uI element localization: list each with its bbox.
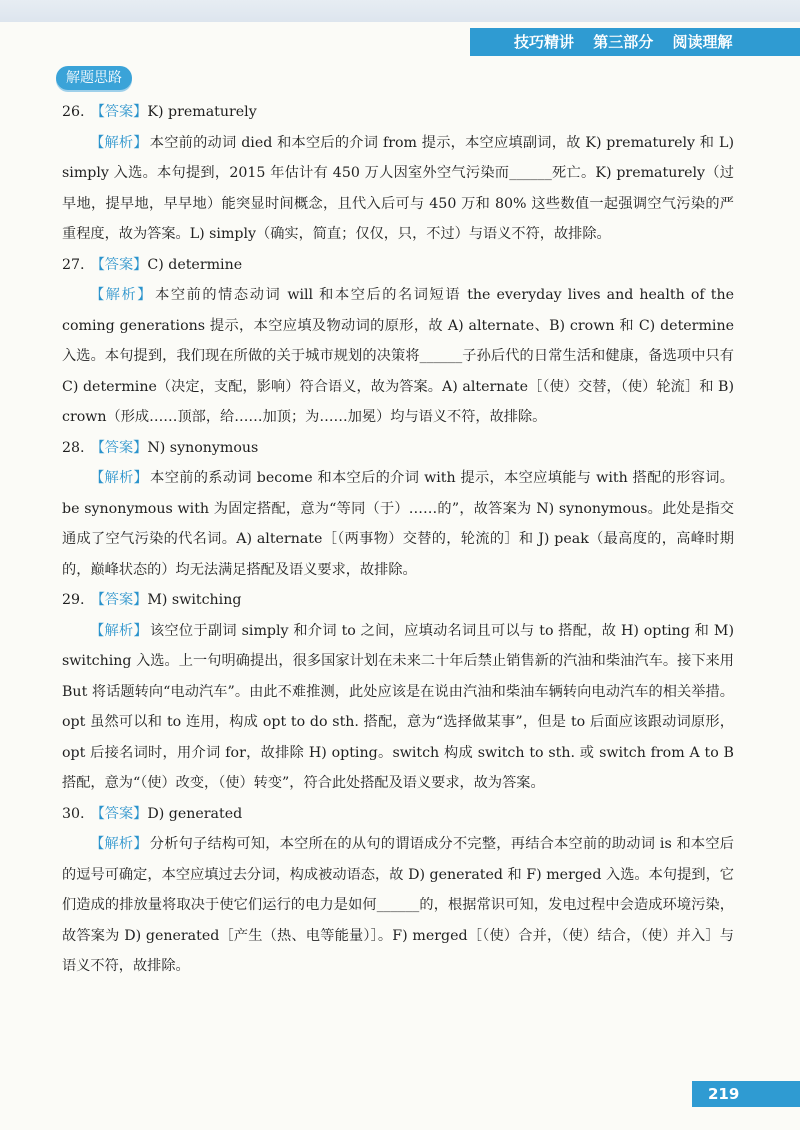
analysis-paragraph bbox=[62, 829, 734, 982]
answer-text: K) prematurely bbox=[147, 104, 257, 120]
answer-tag: 【答案】 bbox=[90, 439, 148, 456]
answer-line bbox=[62, 250, 734, 281]
answer-tag: 【答案】 bbox=[90, 805, 148, 822]
answer-line bbox=[62, 799, 734, 830]
analysis-paragraph bbox=[62, 128, 734, 250]
analysis-paragraph bbox=[62, 280, 734, 433]
question-number: 28. bbox=[62, 439, 85, 456]
header-part: 第三部分 bbox=[593, 33, 654, 51]
analysis-tag: 【解析】 bbox=[90, 622, 148, 639]
analysis-tag: 【解析】 bbox=[90, 134, 148, 151]
running-header bbox=[470, 28, 800, 56]
analysis-tag: 【解析】 bbox=[90, 287, 154, 303]
question-number: 29. bbox=[62, 592, 85, 608]
answer-text: N) synonymous bbox=[147, 439, 259, 456]
question-number: 30. bbox=[62, 805, 85, 822]
question-number: 26. bbox=[62, 104, 85, 120]
answer-tag: 【答案】 bbox=[90, 104, 148, 120]
analysis-text: 本空前的动词 died 和本空后的介词 from 提示，本空应填副词，故 K) prematurely 和 L) simply 入选。本句提到，2015 年估计有 450 万人因室外空气污染而______死亡。K) prematurely（过早地，提早地，早早地）能突显时间概念，且代入后可与 450 万和 80% 这些数值一起强调空气污染的严重程度，故为答案。L) simply（确实，简直；仅仅，只，不过）与语义不符，故排除。 bbox=[62, 134, 734, 242]
answer-explanations bbox=[62, 97, 734, 982]
solution-approach-badge: 解题思路 bbox=[56, 66, 132, 90]
explanation-item-30 bbox=[62, 799, 734, 982]
analysis-tag: 【解析】 bbox=[90, 836, 148, 852]
page-number: 219 bbox=[692, 1081, 800, 1107]
explanation-item-28 bbox=[62, 433, 734, 586]
header-title: 阅读理解 bbox=[672, 33, 733, 51]
answer-text: M) switching bbox=[147, 592, 242, 608]
analysis-text: 本空前的情态动词 will 和本空后的名词短语 the everyday lives and health of the coming generations 提示，本空应填及物动词的原形，故 A) alternate、B) crown 和 C) determine 入选。本句提到，我们现在所做的关于城市规划的决策将______子孙后代的日常生活和健康，备选项中只有 C) determine（决定，支配，影响）符合语义，故为答案。A) alternate［（使）交替，（使）轮流］和 B) crown（形成……顶部，给……加顶；为……加冕）均与语义不符，故排除。 bbox=[62, 287, 734, 425]
answer-tag: 【答案】 bbox=[90, 256, 148, 273]
answer-tag: 【答案】 bbox=[90, 592, 148, 608]
analysis-paragraph bbox=[62, 463, 734, 585]
question-number: 27. bbox=[62, 256, 85, 273]
explanation-item-26 bbox=[62, 97, 734, 250]
analysis-paragraph bbox=[62, 616, 734, 799]
analysis-tag: 【解析】 bbox=[90, 470, 149, 486]
answer-text: C) determine bbox=[147, 256, 243, 273]
answer-line bbox=[62, 97, 734, 128]
top-decorative-stripe bbox=[0, 0, 800, 22]
explanation-item-27 bbox=[62, 250, 734, 433]
analysis-text: 本空前的系动词 become 和本空后的介词 with 提示，本空应填能与 with 搭配的形容词。be synonymous with 为固定搭配，意为“等同（于）……的”，故答案为 N) synonymous。此处是指交通成了空气污染的代名词。A) alternate［（两事物）交替的，轮流的］和 J) peak（最高度的，高峰时期的，巅峰状态的）均无法满足搭配及语义要求，故排除。 bbox=[62, 470, 734, 578]
header-section: 技巧精讲 bbox=[514, 33, 575, 51]
answer-text: D) generated bbox=[147, 805, 243, 822]
explanation-item-29 bbox=[62, 585, 734, 799]
answer-line bbox=[62, 433, 734, 464]
analysis-text: 该空位于副词 simply 和介词 to 之间，应填动名词且可以与 to 搭配，故 H) opting 和 M) switching 入选。上一句明确提出，很多国家计划在未来二十年后禁止销售新的汽油和柴油汽车。接下来用 But 将话题转向“电动汽车”。由此不难推测，此处应该是在说由汽油和柴油车辆转向电动汽车的相关举措。opt 虽然可以和 to 连用，构成 opt to do sth. 搭配，意为“选择做某事”，但是 to 后面应该跟动词原形，opt 后接名词时，用介词 for，故排除 H) opting。switch 构成 switch to sth. 或 switch from A to B 搭配，意为“（使）改变，（使）转变”，符合此处搭配及语义要求，故为答案。 bbox=[62, 622, 734, 791]
answer-line bbox=[62, 585, 734, 616]
analysis-text: 分析句子结构可知，本空所在的从句的谓语成分不完整，再结合本空前的助动词 is 和本空后的逗号可确定，本空应填过去分词，构成被动语态，故 D) generated 和 F) merged 入选。本句提到，它们造成的排放量将取决于使它们运行的电力是如何______的，根据常识可知，发电过程中会造成环境污染，故答案为 D) generated［产生（热、电等能量）］。F) merged［（使）合并，（使）结合，（使）并入］与语义不符，故排除。 bbox=[62, 836, 734, 974]
